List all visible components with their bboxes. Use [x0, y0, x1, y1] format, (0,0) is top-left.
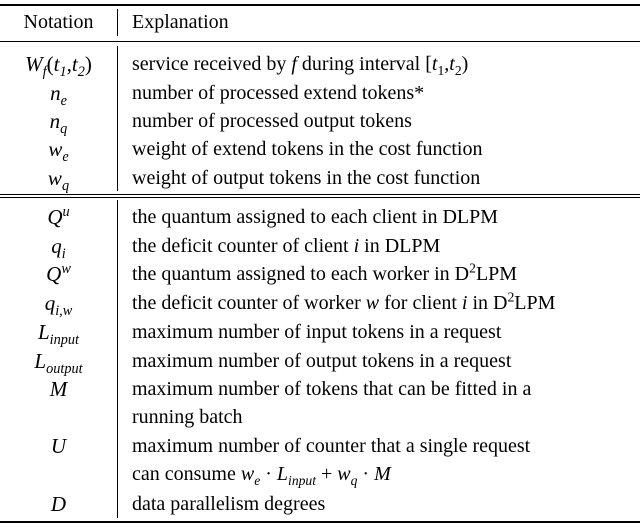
table-row	[0, 135, 640, 163]
table-row	[0, 50, 640, 78]
symbol: $w_q$	[47, 166, 70, 194]
table-row	[0, 432, 640, 488]
explanation-line-2: running batch	[132, 406, 243, 428]
symbol: $Q^u$	[47, 204, 70, 229]
top-rule	[0, 4, 640, 6]
symbol: U	[50, 434, 67, 458]
symbol: $q_{i,w}$	[44, 291, 73, 319]
bottom-rule	[0, 521, 640, 523]
group-rule-top	[0, 194, 640, 195]
explanation: the quantum assigned to each client in DLPM	[132, 206, 499, 228]
explanation: service received by f during interval $[t_1,t_2)$	[132, 53, 469, 78]
explanation-line-1: maximum number of tokens that can be fitted in a	[132, 378, 532, 400]
group-rule-bottom	[0, 197, 640, 198]
explanation-line-2: can consume $w_e \cdot L_{input} + w_q \cdot M$	[132, 463, 391, 488]
symbol: $w_e$	[48, 137, 69, 165]
explanation: number of processed extend tokens*	[132, 82, 425, 104]
header-explanation: Explanation	[132, 11, 229, 33]
explanation: weight of extend tokens in the cost function	[132, 138, 483, 160]
explanation: the deficit counter of worker w for client i in $D^2LPM$	[132, 289, 556, 314]
table-row	[0, 232, 640, 260]
table-row	[0, 347, 640, 375]
table-row	[0, 260, 640, 288]
header-rule	[0, 41, 640, 42]
table-row	[0, 490, 640, 518]
header-notation: Notation	[23, 11, 94, 33]
symbol: $W_f(t_1,t_2)$	[25, 52, 92, 80]
symbol: $q_i$	[51, 234, 66, 262]
symbol: D	[50, 492, 67, 516]
symbol: $n_q$	[49, 109, 68, 137]
explanation: weight of output tokens in the cost function	[132, 167, 481, 189]
table-row	[0, 375, 640, 431]
table-row	[0, 318, 640, 346]
table-row	[0, 164, 640, 192]
explanation: number of processed output tokens	[132, 110, 412, 132]
table-row	[0, 289, 640, 317]
header-row	[0, 8, 640, 36]
table-row	[0, 107, 640, 135]
symbol: $n_e$	[50, 81, 67, 109]
explanation: maximum number of input tokens in a request	[132, 321, 502, 343]
explanation: maximum number of output tokens in a request	[132, 350, 512, 372]
explanation: the deficit counter of client i in DLPM	[132, 235, 441, 257]
explanation: data parallelism degrees	[132, 493, 326, 515]
symbol: $Q^w$	[46, 261, 71, 286]
explanation: the quantum assigned to each worker in $D^2LPM$	[132, 260, 518, 285]
symbol: M	[49, 377, 68, 401]
explanation-line-1: maximum number of counter that a single request	[132, 435, 531, 457]
table-row	[0, 79, 640, 107]
table-row	[0, 203, 640, 231]
symbol: $L_{output}$	[34, 349, 83, 377]
symbol: $L_{input}$	[37, 320, 79, 348]
